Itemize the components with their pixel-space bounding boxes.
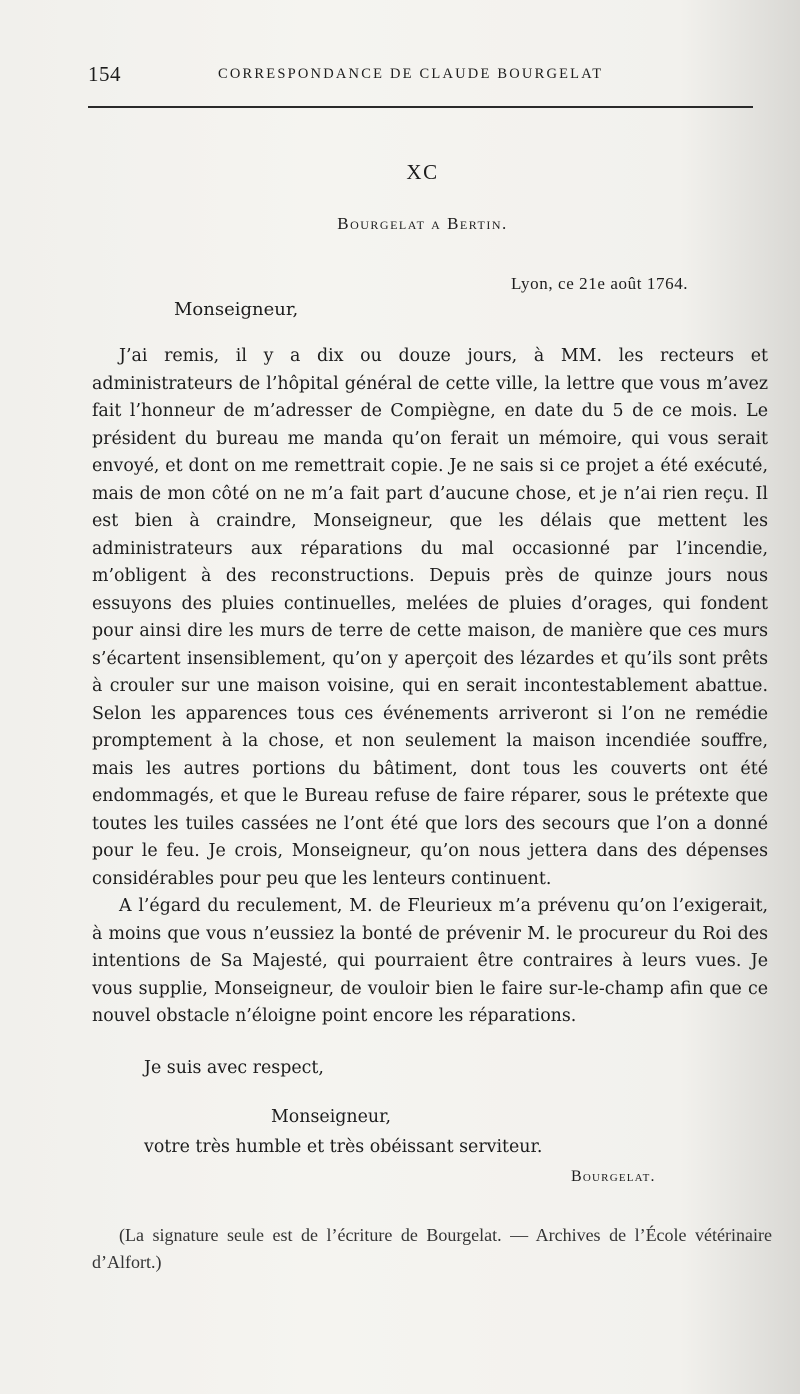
page-header [88, 62, 753, 92]
letter-signature: Bourgelat. [571, 1168, 656, 1185]
letter-body [92, 343, 768, 1031]
header-rule [88, 106, 753, 108]
letter-dateline: Lyon, ce 21e août 1764. [511, 274, 689, 293]
letter-closing: Je suis avec respect, [144, 1058, 324, 1078]
page-number: 154 [88, 62, 121, 86]
letter-salutation: Monseigneur, [174, 299, 299, 320]
letter-paragraph: J’ai remis, il y a dix ou douze jours, à MM. les recteurs et administrateurs de l’hôpital général de cette ville, la lettre que vous m’avez fait l’honneur de m’adresser de Compiègne, en date du 5 de ce mois. Le président du bureau me manda qu’on ferait un mémoire, qui vous serait envoyé, et dont on me remettrait copie. Je ne sais si ce projet a été exécuté, mais de mon côté on ne m’a fait part d’aucune chose, et je n’ai rien reçu. Il est bien à craindre, Monseigneur, que les délais que mettent les administrateurs aux réparations du mal occasionné par l’incendie, m’obligent à des reconstructions. Depuis près de quinze jours nous essuyons des pluies continuelles, melées de pluies d’orages, qui fondent pour ainsi dire les murs de terre de cette maison, de manière que ces murs s’écartent insensiblement, qu’on y aperçoit des lézardes et qu’ils sont prêts à crouler sur une maison voisine, qui en serait incontestablement abattue. Selon les apparences tous ces événements arriveront si l’on ne remédie promptement à la chose, et non seulement la maison incendiée souffre, mais les autres portions du bâtiment, dont tous les couverts ont été endommagés, et que le Bureau refuse de faire réparer, sous le prétexte que toutes les tuiles cassées ne l’ont été que lors des secours que l’on a donné pour le feu. Je crois, Monseigneur, qu’on nous jettera dans des dépenses considérables pour peu que les lenteurs continuent. [92, 346, 768, 889]
running-title: CORRESPONDANCE DE CLAUDE BOURGELAT [218, 66, 604, 82]
letter-paragraph: A l’égard du reculement, M. de Fleurieux m’a prévenu qu’on l’exigerait, à moins que vous n’eussiez la bonté de prévenir M. le procureur du Roi des intentions de Sa Majesté, qui pourraient être contraires à leurs vues. Je vous supplie, Monseigneur, de vouloir bien le faire sur-le-champ afin que ce nouvel obstacle n’éloigne point encore les réparations. [92, 896, 768, 1026]
letter-heading: Bourgelat a Bertin. [337, 214, 508, 233]
letter-closing-salutation: Monseigneur, [271, 1107, 392, 1127]
letter-number: XC [406, 160, 439, 184]
archival-note: (La signature seule est de l’écriture de Bourgelat. — Archives de l’École vétérinaire d’Alfort.) [92, 1225, 772, 1272]
letter-closing-formula: votre très humble et très obéissant serviteur. [144, 1137, 543, 1157]
